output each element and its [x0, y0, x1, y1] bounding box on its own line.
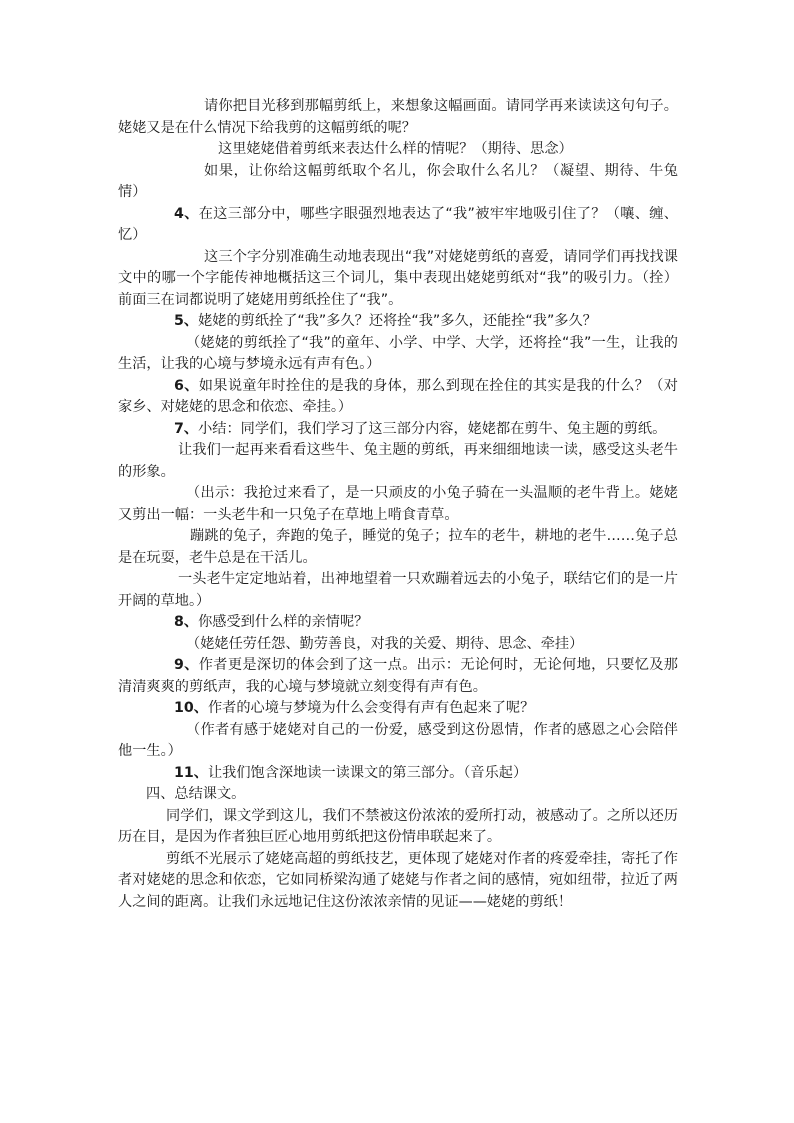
question-text: 姥姥的剪纸拴了“我”多久？还将拴“我”多久，还能拴“我”多久？: [198, 313, 597, 329]
question-text: 你感受到什么样的亲情呢？: [198, 614, 369, 630]
question-10: [118, 698, 678, 720]
question-number: 10、: [174, 700, 208, 716]
question-number: 8、: [174, 614, 199, 630]
question-text: 在这三部分中，哪些字眼强烈地表达了“我”被牢牢地吸引住了？（嚷、缠、忆）: [118, 205, 678, 243]
question-number: 5、: [174, 313, 199, 329]
paragraph-12: （作者有感于姥姥对自己的一份爱，感受到这份恩情，作者的感恩之心会陪伴他一生。）: [118, 721, 678, 759]
paragraph-11: （姥姥任劳任怨、勤劳善良，对我的关爱、期待、思念、牵挂）: [186, 635, 584, 652]
question-text: 让我们饱含深地读一读课文的第三部分。（音乐起）: [207, 764, 528, 781]
paragraph-5: （姥姥的剪纸拴了“我”的童年、小学、中学、大学，还将拴“我”一生，让我的生活，让我的心境与梦境永远有声有色。）: [118, 334, 678, 372]
question-number: 9、: [174, 657, 199, 673]
paragraph-10: 一头老牛定定地站着，出神地望着一只欢蹦着远去的小兔子，联结它们的是一片开阔的草地。）: [118, 571, 678, 609]
question-number: 4、: [174, 205, 199, 222]
question-number: 7、: [174, 420, 199, 437]
question-9: [118, 655, 678, 698]
paragraph-3: 如果，让你给这幅剪纸取个名儿，你会取什么名儿？（凝望、期待、牛兔情）: [118, 162, 678, 200]
paragraph-1: 请你把目光移到那幅剪纸上，来想象这幅画面。请同学再来读读这句句子。姥姥又是在什么情况下给我剪的这幅剪纸的呢？: [118, 98, 678, 136]
question-7: [118, 419, 678, 441]
paragraph-4: 这三个字分别准确生动地表现出“我”对姥姥剪纸的喜爱，请同学们再找找课文中的哪一个字能传神地概括这三个词儿，集中表现出姥姥剪纸对“我”的吸引力。（拴）前面三在词都说明了姥姥用剪纸拴住了“我”。: [118, 248, 678, 308]
question-text: 如果说童年时拴住的是我的身体，那么到现在拴住的其实是我的什么？（对家乡、对姥姥的思念和依恋、牵挂。）: [118, 377, 678, 415]
paragraph-2: 这里姥姥借着剪纸来表达什么样的情呢？（期待、思念）: [218, 141, 573, 157]
paragraph-13: 同学们，课文学到这儿，我们不禁被这份浓浓的爱所打动，被感动了。之所以还历历在目，是因为作者独巨匠心地用剪纸把这份情串联起来了。: [118, 807, 678, 845]
question-5: [118, 311, 678, 333]
question-number: 11、: [174, 764, 208, 781]
question-text: 小结：同学们，我们学习了这三部分内容，姥姥都在剪牛、兔主题的剪纸。: [198, 420, 667, 437]
paragraph-14: 剪纸不光展示了姥姥高超的剪纸技艺，更体现了姥姥对作者的疼爱牵挂，寄托了作者对姥姥的思念和依恋，它如同桥梁沟通了姥姥与作者之间的感情，宛如纽带，拉近了两人之间的距离。让我们永远地记住这份浓浓亲情的见证——姥姥的剪纸！: [118, 850, 678, 910]
question-6: [118, 376, 678, 419]
question-11: [118, 763, 678, 785]
question-text: 作者的心境与梦境为什么会变得有声有色起来了呢？: [207, 700, 535, 716]
question-4: [118, 204, 678, 247]
paragraph-7: 让我们一起再来看看这些牛、兔主题的剪纸，再来细细地读一读，感受这头老牛的形象。: [118, 442, 678, 480]
question-text: 作者更是深切的体会到了这一点。出示：无论何时，无论何地，只要忆及那清清爽爽的剪纸声，我的心境与梦境就立刻变得有声有色。: [118, 657, 678, 695]
question-8: [118, 612, 678, 634]
document-body: [118, 96, 678, 913]
paragraph-8: （出示：我抢过来看了，是一只顽皮的小兔子骑在一头温顺的老牛背上。姥姥又剪出一幅：一头老牛和一只兔子在草地上啃食青草。: [118, 485, 678, 523]
section-heading: 四、总结课文。: [146, 786, 246, 802]
paragraph-9: 蹦跳的兔子，奔跑的兔子，睡觉的兔子；拉车的老牛，耕地的老牛……兔子总是在玩耍，老牛总是在干活儿。: [118, 528, 678, 566]
question-number: 6、: [174, 377, 199, 394]
